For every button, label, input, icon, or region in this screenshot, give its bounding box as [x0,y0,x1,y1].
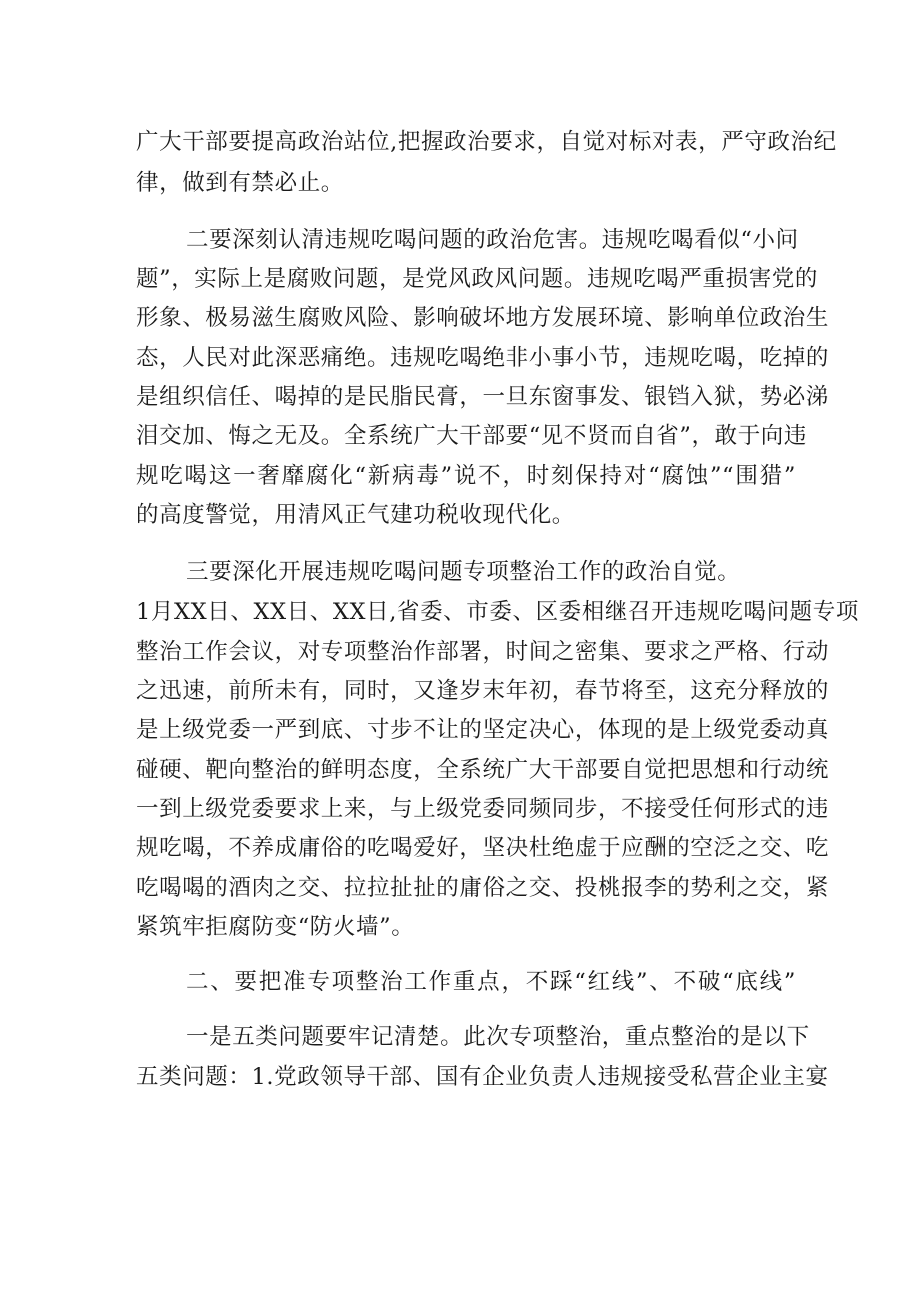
section-heading: 二、要把准专项整治工作重点，不踩“红线”、不破“底线” [186,969,796,995]
text-line: 是上级党委一严到底、寸步不让的坚定决心，体现的是上级党委动真 [136,717,830,743]
text-line: 碰硬、靶向整治的鲜明态度，全系统广大干部要自觉把思想和行动统 [136,757,830,783]
text-line: 形象、极易滋生腐败风险、影响破坏地方发展环境、影响单位政治生 [136,305,830,331]
text-line: 态，人民对此深恶痛绝。违规吃喝绝非小事小节，违规吃喝，吃掉的 [136,345,830,371]
text-line: 泪交加、悔之无及。全系统广大干部要“见不贤而自省”，敢于向违 [136,423,808,449]
text-line: 广大干部要提高政治站位,把握政治要求，自觉对标对表，严守政治纪 [136,129,837,155]
paragraph-heading: 一是五类问题要牢记清楚。此次专项整治，重点整治的是以下 [186,1024,810,1050]
text-line: 紧筑牢拒腐防变“防火墙”。 [136,914,415,940]
text-line: 规吃喝这一奢靡腐化“新病毒”说不，时刻保持对“腐蚀”“围猎” [136,463,796,489]
text-line: 规吃喝，不养成庸俗的吃喝爱好，坚决杜绝虚于应酬的空泛之交、吃 [136,835,830,861]
paragraph-heading: 三要深化开展违规吃喝问题专项整治工作的政治自觉。 [186,559,741,585]
text-line: 1月XX日、XX日、XX日,省委、市委、区委相继召开违规吃喝问题专项 [136,599,859,625]
text-line: 整治工作会议，对专项整治作部署，时间之密集、要求之严格、行动 [136,639,830,665]
text-line: 一到上级党委要求上来，与上级党委同频同步，不接受任何形式的违 [136,796,830,822]
text-line: 吃喝喝的酒肉之交、拉拉扯扯的庸俗之交、投桃报李的势利之交，紧 [136,875,830,901]
text-line: 五类问题：1.党政领导干部、国有企业负责人违规接受私营企业主宴 [136,1064,829,1090]
text-line: 之迅速，前所未有，同时，又逢岁末年初，春节将至，这充分释放的 [136,678,830,704]
text-line: 题”，实际上是腐败问题，是党风政风问题。违规吃喝严重损害党的 [136,266,819,292]
text-line: 是组织信任、喝掉的是民脂民膏，一旦东窗事发、银铛入狱，势必涕 [136,384,830,410]
paragraph-heading: 二要深刻认清违规吃喝问题的政治危害。违规吃喝看似“小问 [186,227,799,253]
text-line: 律，做到有禁必止。 [136,170,344,196]
text-line: 的高度警觉，用清风正气建功税收现代化。 [136,502,575,528]
